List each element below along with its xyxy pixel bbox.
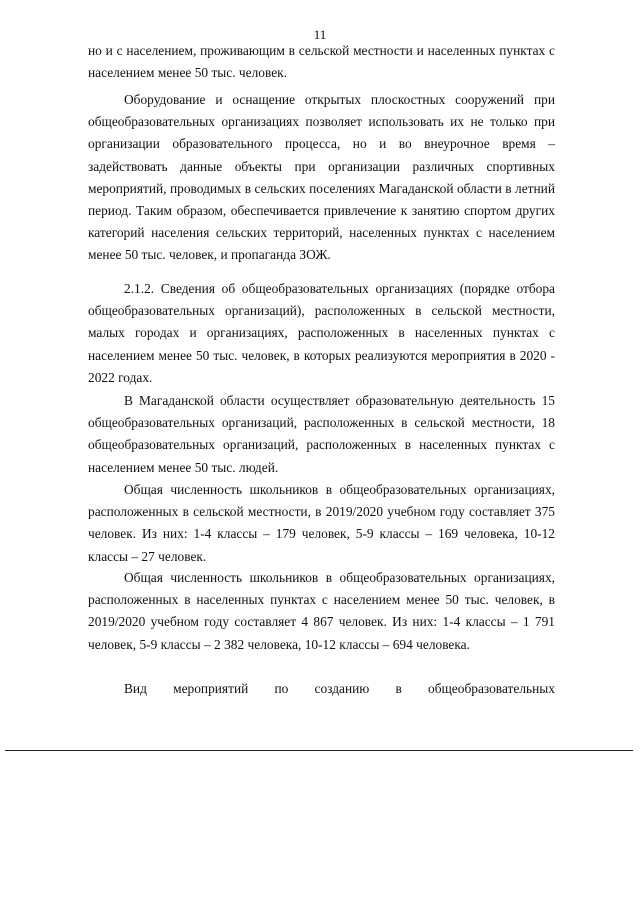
paragraph-rural-students-text: Общая численность школьников в общеобразовательных организациях, расположенных в сельской местности, в 2019/2020 учебном году составляет 375 человек. Из них: 1-4 классы – 179 человек, 5-9 классы – 169 человека, 10-12 классы – 27 человек. (88, 482, 555, 564)
paragraph-town-students (88, 567, 555, 656)
paragraph-magadan-organizations (88, 390, 555, 479)
footer-divider (5, 750, 633, 751)
section-heading-text: 2.1.2. Сведения об общеобразовательных организациях (порядке отбора общеобразовательных организаций), расположенных в сельской местности, малых городах и организациях, расположенных в населенных пунктах с населением менее 50 тыс. человек, в которых реализуются мероприятия в 2020 - 2022 годах. (88, 281, 555, 385)
paragraph-town-students-text: Общая численность школьников в общеобразовательных организациях, расположенных в населенных пунктах с населением менее 50 тыс. человек, в 2019/2020 учебном году составляет 4 867 человек. Из них: 1-4 классы – 1 791 человек, 5-9 классы – 2 382 человека, 10-12 классы – 694 человека. (88, 570, 555, 652)
paragraph-magadan-text: В Магаданской области осуществляет образовательную деятельность 15 общеобразовательных организаций, расположенных в сельской местности, 18 общеобразовательных организаций, расположенных в населенных пунктах с населением менее 50 тыс. людей. (88, 393, 555, 475)
paragraph-equipment (88, 89, 555, 267)
paragraph-intro (88, 40, 555, 84)
section-heading-2-1-2 (88, 278, 555, 389)
paragraph-intro-text: но и с населением, проживающим в сельской местности и населенных пунктах с населением менее 50 тыс. человек. (88, 43, 555, 81)
paragraph-events-text: Вид мероприятий по созданию в общеобразовательных (124, 681, 555, 696)
paragraph-rural-students (88, 479, 555, 568)
page-number: 11 (313, 27, 327, 42)
paragraph-events (88, 678, 555, 700)
paragraph-equipment-text: Оборудование и оснащение открытых плоскостных сооружений при общеобразовательных организациях позволяет использовать их не только при организации образовательного процесса, но и во внеурочное время – задействовать данные объекты при организации различных спортивных мероприятий, проводимых в сельских поселениях Магаданской области в летний период. Таким образом, обеспечивается привлечение к занятию спортом других категорий населения сельских территорий, населенных пунктах с населением менее 50 тыс. человек, и пропаганда ЗОЖ. (88, 92, 555, 263)
